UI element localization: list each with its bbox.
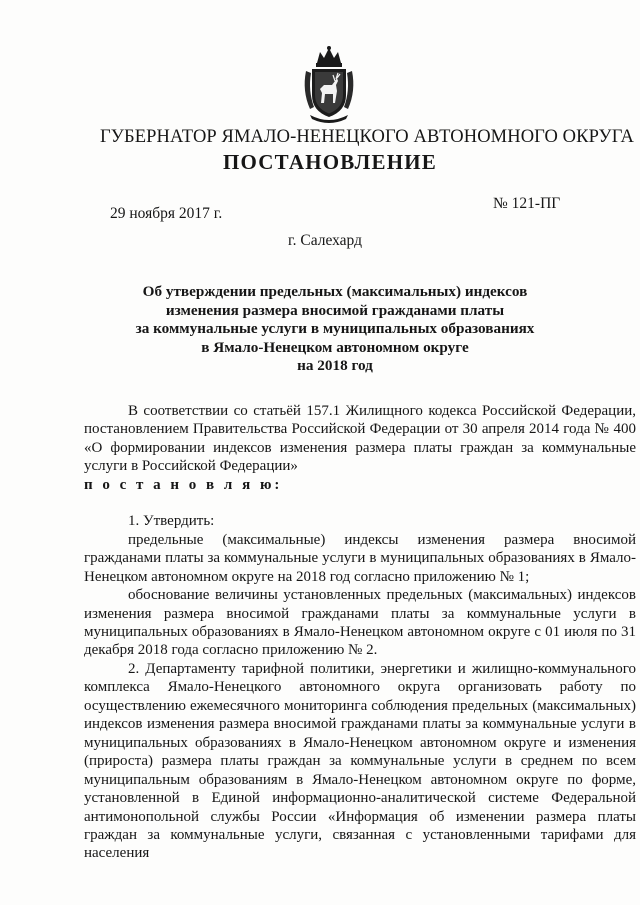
title-line: Об утверждении предельных (максимальных) индексов xyxy=(142,283,528,300)
item-2-paragraph: 2. Департаменту тарифной политики, энергетики и жилищно-коммунального комплекса Ямало-Ненецкого автономного округа организовать работу по осуществлению ежемесячного мониторинга соблюдения предельных (максимальных) индексов изменения размера вносимой гражданами платы за коммунальные услуги в муниципальных образованиях в Ямало-Ненецком автономном округе и изменения (прироста) размера платы граждан за коммунальные услуги в среднем по всем муниципальным образованиям в Ямало-Ненецком автономном округе по форме, установленной в Единой информационно-аналитической системе Федеральной антимонопольной службы России «Информация об изменении размера платы граждан за коммунальные услуги, связанная с установленными тарифами для населения xyxy=(84,660,636,862)
title-line: в Ямало-Ненецком автономном округе xyxy=(201,338,469,356)
item-1-subitem-indices: предельные (максимальные) индексы изменения размера вносимой гражданами платы за коммунальные услуги в муниципальных образованиях в Ямало-Ненецком автономном округе на 2018 год согласно приложению № 1; xyxy=(84,531,636,585)
document-type: ПОСТАНОВЛЕНИЕ xyxy=(222,150,438,174)
document-title xyxy=(130,283,540,376)
item-1-heading: 1. Утвердить: xyxy=(128,513,215,530)
document-number: № 121-ПГ xyxy=(493,195,561,212)
item-1-subitem-justification: обоснование величины установленных предельных (максимальных) индексов изменения размера вносимой гражданами платы за коммунальные услуги в муниципальных образованиях в Ямало-Ненецком автономном округе с 01 июля по 31 декабря 2018 года согласно приложению № 2. xyxy=(84,587,636,659)
document-date: 29 ноября 2017 г. xyxy=(110,205,223,222)
preamble-paragraph: В соответствии со статьёй 157.1 Жилищного кодекса Российской Федерации, постановлением Правительства Российской Федерации от 30 апреля 2014 года № 400 «О формировании индексов изменения размера платы граждан за коммунальные услуги в Российской Федерации» xyxy=(84,403,636,475)
coat-of-arms-emblem xyxy=(300,45,358,125)
document-city: г. Салехард xyxy=(288,232,362,249)
issuing-authority: ГУБЕРНАТОР ЯМАЛО-НЕНЕЦКОГО АВТОНОМНОГО ОКРУГА xyxy=(100,127,634,147)
title-line: изменения размера вносимой гражданами платы xyxy=(165,301,505,319)
document-body xyxy=(84,402,636,863)
decree-word: п о с т а н о в л я ю: xyxy=(84,476,283,493)
title-line: за коммунальные услуги в муниципальных образованиях xyxy=(135,320,535,338)
title-line: на 2018 год xyxy=(297,357,373,375)
